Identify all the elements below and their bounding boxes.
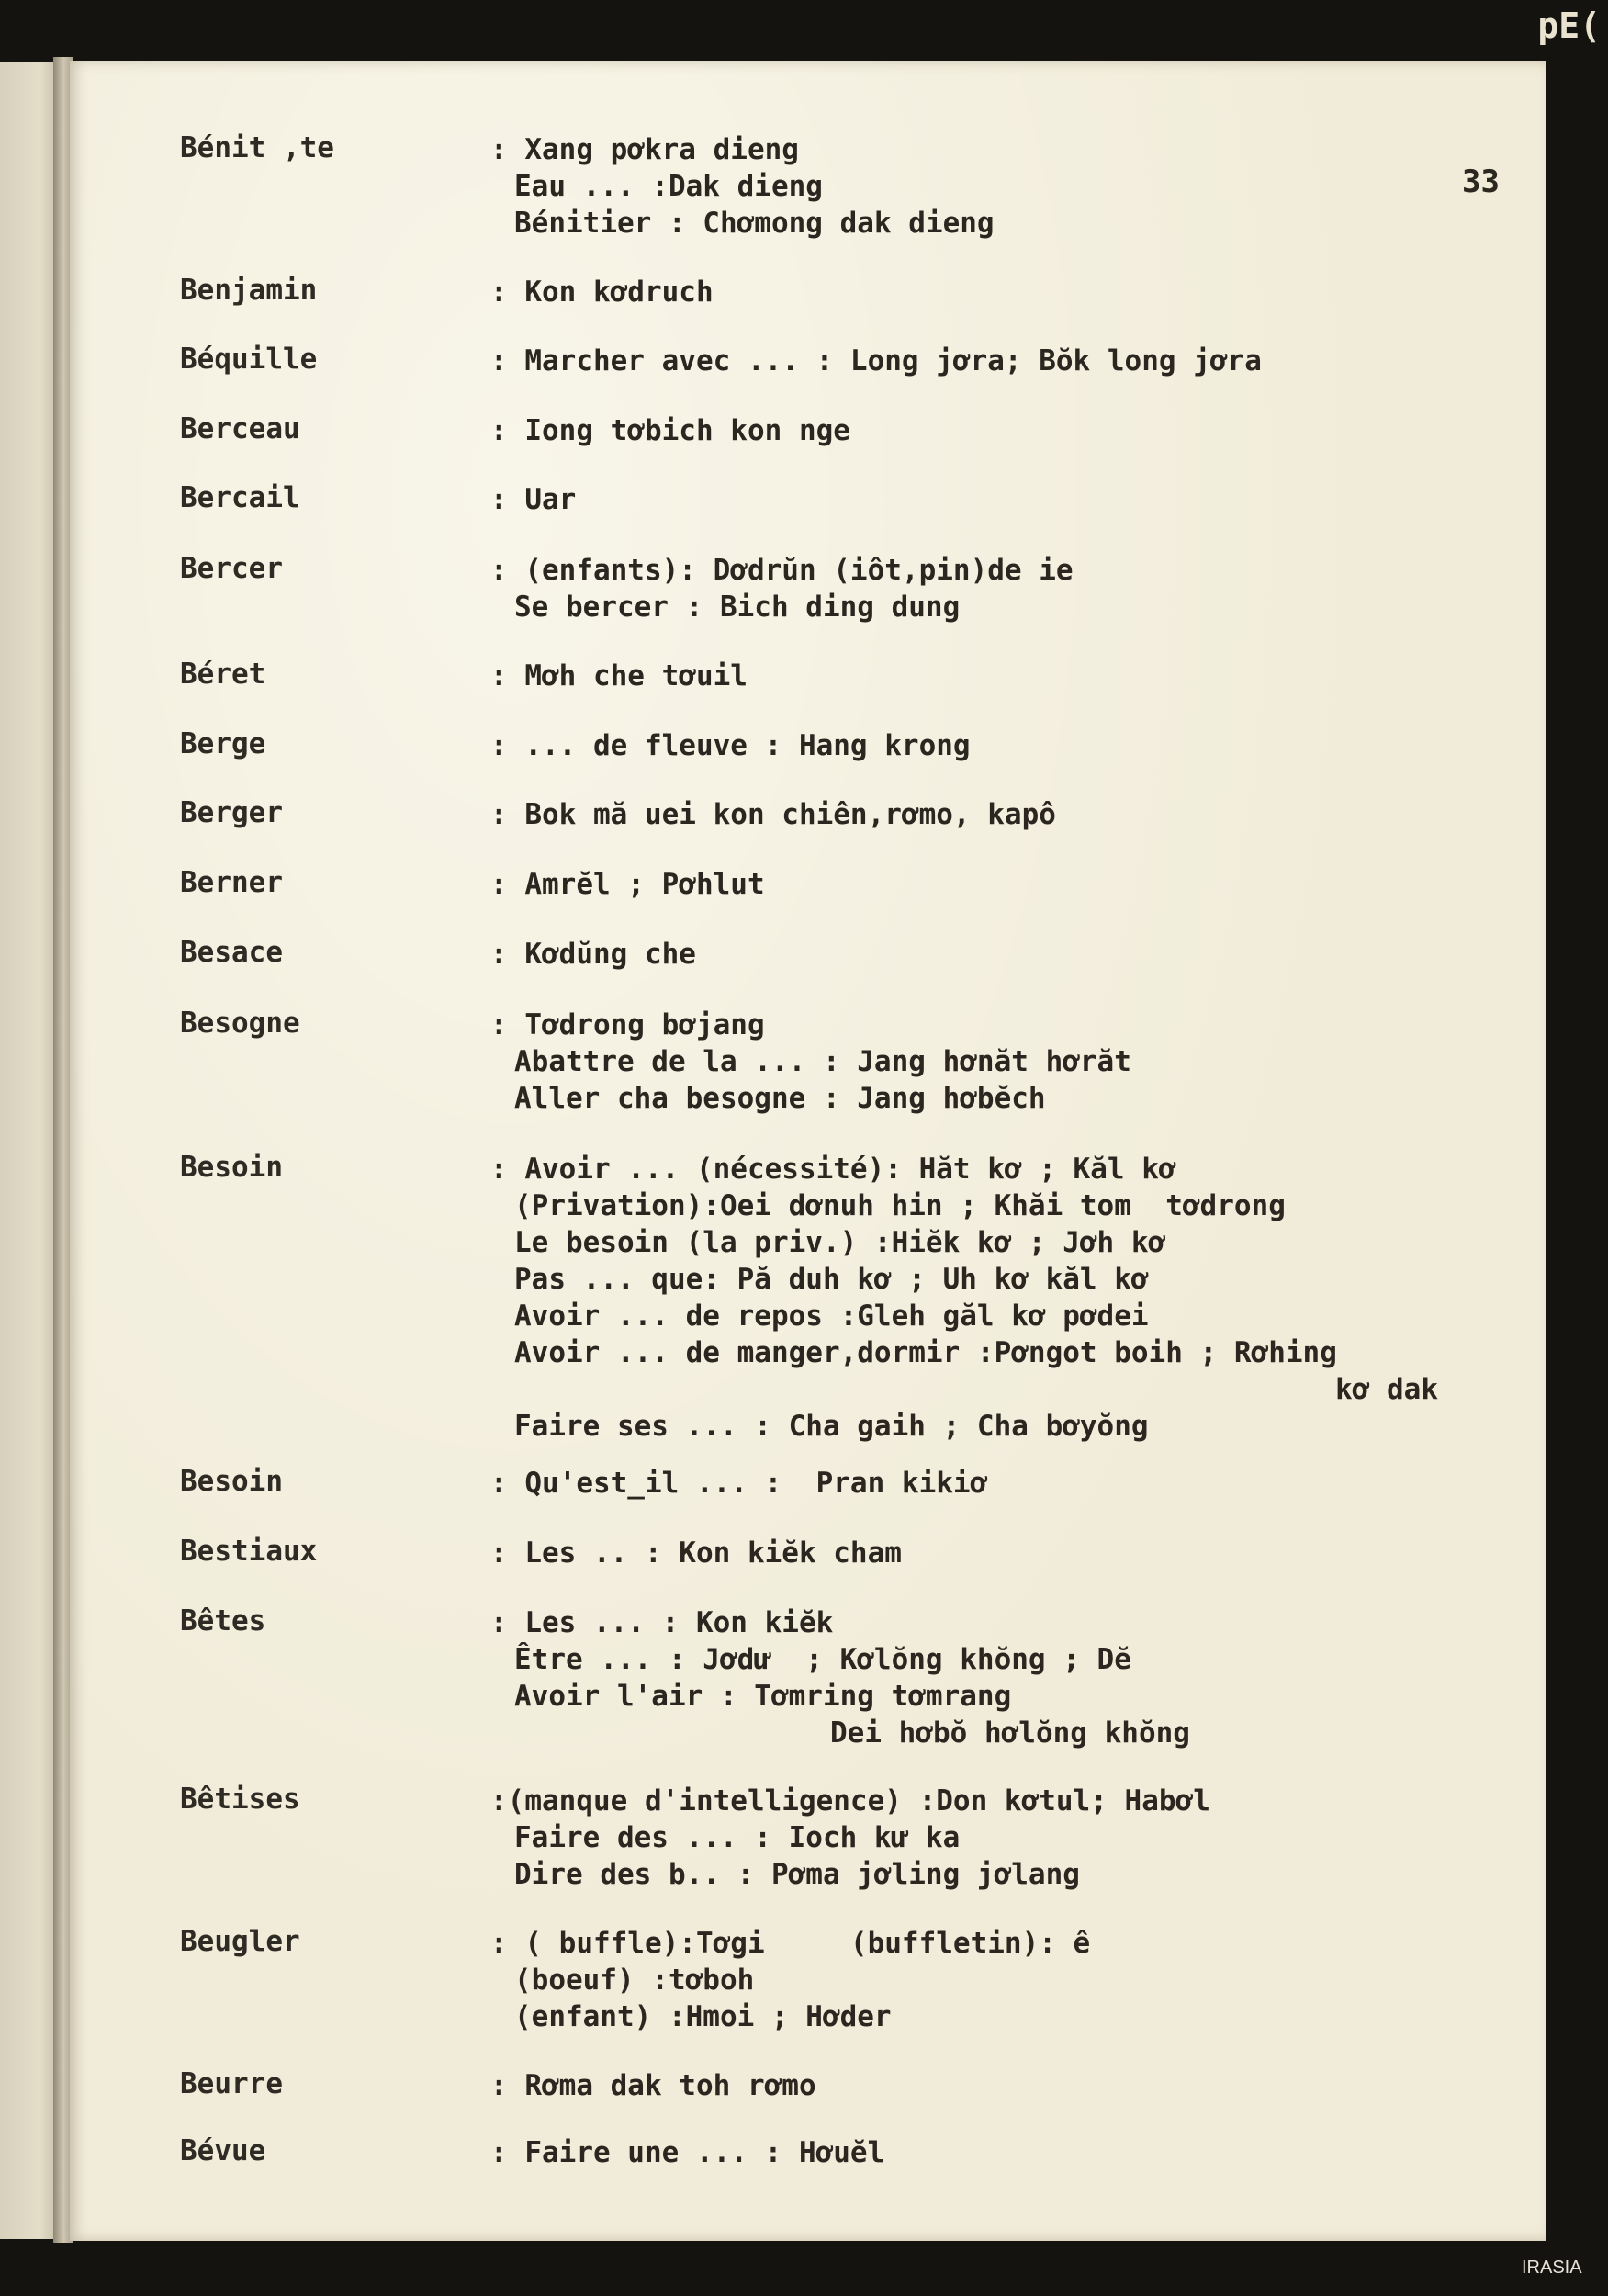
definition-line: Bénitier : Chơmong dak dieng	[514, 207, 995, 240]
definition	[490, 131, 1537, 242]
definition-line: : (enfants): Dơdrŭn (iôt,pin)de ie	[490, 554, 1074, 587]
definition-line: : Amrĕl ; Pơhlut	[490, 868, 765, 901]
definition-line: : Marcher avec ... : Long jơra; Bŏk long jơra	[490, 344, 1262, 377]
definition-line: : Iong tơbich kon nge	[490, 414, 850, 447]
definition	[490, 1925, 1537, 2035]
headword: Berge	[180, 727, 266, 760]
definition	[490, 796, 1537, 833]
headword: Bêtises	[180, 1783, 300, 1816]
headword: Beurre	[180, 2067, 283, 2100]
definition-line: Abattre de la ... : Jang hơnăt hơrăt	[514, 1045, 1131, 1078]
headword: Berger	[180, 796, 283, 829]
headword: Besoin	[180, 1151, 283, 1184]
headword: Beugler	[180, 1925, 300, 1958]
definition-line: Avoir l'air : Tơmring tơmrang	[514, 1680, 1012, 1713]
definition-line: Avoir ... de manger,dormir :Pơngot boih ; Rơhing	[514, 1336, 1337, 1369]
definition	[490, 936, 1537, 973]
definition	[490, 1604, 1537, 1751]
definition-line: (enfant) :Hmoi ; Hơder	[514, 2000, 892, 2033]
definition	[490, 727, 1537, 764]
headword: Bêtes	[180, 1604, 266, 1638]
definition	[490, 481, 1537, 518]
definition-line: (Privation):Oei dơnuh hin ; Khăi tom tơdrong	[514, 1189, 1286, 1222]
headword: Bévue	[180, 2134, 266, 2167]
definition	[490, 1151, 1537, 1445]
definition-line: Se bercer : Bich ding dung	[514, 591, 961, 624]
definition-line: : Uar	[490, 483, 577, 516]
definition	[490, 2134, 1537, 2171]
definition-line: Être ... : Jơdư ; Kơlŏng khŏng ; Dĕ	[514, 1643, 1131, 1676]
definition-line: Avoir ... de repos :Gleh găl kơ pơdei	[514, 1300, 1149, 1333]
headword: Benjamin	[180, 274, 318, 307]
headword: Béret	[180, 658, 266, 691]
definition-line: : Avoir ... (nécessité): Hăt kơ ; Kăl kơ	[490, 1153, 1176, 1186]
definition	[490, 1783, 1537, 1893]
definition-line: : Xang pơkra dieng	[490, 133, 799, 166]
definition-line: Faire des ... : Ioch kư ka	[514, 1821, 961, 1854]
headword: Besoin	[180, 1465, 283, 1498]
definition	[490, 866, 1537, 903]
definition-line: Dei hơbŏ hơlŏng khŏng	[830, 1716, 1190, 1750]
watermark: IRASIA	[1522, 2257, 1582, 2278]
definition-line: Aller cha besogne : Jang hơbĕch	[514, 1082, 1046, 1115]
definition-line: : Les .. : Kon kiĕk cham	[490, 1536, 902, 1570]
definition-line: Pas ... que: Pă duh kơ ; Uh kơ kăl kơ	[514, 1263, 1149, 1296]
definition-line: : Mơh che tơuil	[490, 659, 748, 692]
headword: Besace	[180, 936, 283, 969]
definition	[490, 552, 1537, 625]
definition	[490, 274, 1537, 310]
definition	[490, 412, 1537, 449]
definition-line: :(manque d'intelligence) :Don kơtul; Habơl	[490, 1784, 1210, 1818]
definition-line: Le besoin (la priv.) :Hiĕk kơ ; Jơh kơ	[514, 1226, 1166, 1259]
headword: Besogne	[180, 1007, 300, 1040]
definition-line: : Faire une ... : Hơuĕl	[490, 2136, 885, 2169]
previous-page-fragment: pE(	[1537, 6, 1601, 46]
definition-line: : Kon kơdruch	[490, 276, 714, 309]
definition-line: kơ dak	[1335, 1373, 1438, 1406]
definition	[490, 2067, 1537, 2104]
definition-line: : Rơma dak toh rơmo	[490, 2069, 816, 2102]
definition	[490, 343, 1537, 379]
headword: Berceau	[180, 412, 300, 445]
definition	[490, 1465, 1537, 1502]
definition	[490, 1007, 1537, 1117]
headword: Bercer	[180, 552, 283, 585]
definition-line: : ( buffle):Tơgi (buffletin): ê	[490, 1927, 1091, 1960]
headword: Bestiaux	[180, 1535, 318, 1568]
definition-line: : Kơdŭng che	[490, 938, 696, 971]
definition-line: : Bok mă uei kon chiên,rơmo, kapô	[490, 798, 1056, 831]
page-number: 33	[1462, 163, 1500, 200]
definition-line: : ... de fleuve : Hang krong	[490, 729, 971, 762]
definition-line: : Tơdrong bơjang	[490, 1008, 765, 1041]
definition	[490, 1535, 1537, 1571]
headword: Bercail	[180, 481, 300, 514]
definition-line: : Qu'est_il ... : Pran kikiơ	[490, 1467, 988, 1500]
definition-line: Faire ses ... : Cha gaih ; Cha bơyŏng	[514, 1410, 1149, 1443]
headword: Berner	[180, 866, 283, 899]
definition-line: : Les ... : Kon kiĕk	[490, 1606, 834, 1639]
headword: Béquille	[180, 343, 318, 376]
definition	[490, 658, 1537, 694]
headword: Bénit ,te	[180, 131, 334, 164]
definition-line: Eau ... :Dak dieng	[514, 170, 823, 203]
dictionary-page	[70, 61, 1546, 2241]
definition-line: (boeuf) :tơboh	[514, 1964, 755, 1997]
definition-line: Dire des b.. : Pơma jơling jơlang	[514, 1858, 1080, 1891]
